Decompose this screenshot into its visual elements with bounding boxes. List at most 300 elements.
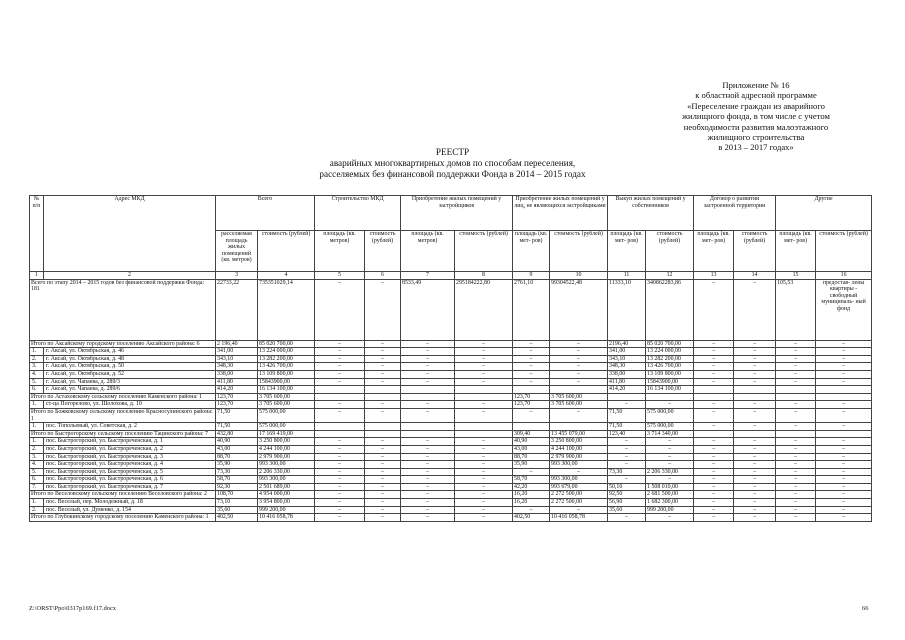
row-value: – bbox=[776, 438, 816, 446]
row-address: пос. Веселый, ул. Думенко, д. 154 bbox=[44, 506, 216, 514]
row-value: – bbox=[550, 355, 608, 363]
column-number: 9 bbox=[513, 272, 550, 280]
row-number: 4. bbox=[30, 370, 44, 378]
row-value: 993 300,00 bbox=[550, 461, 608, 469]
column-number: 12 bbox=[646, 272, 694, 280]
group-value: – bbox=[315, 514, 365, 522]
row-value bbox=[455, 423, 513, 431]
header-line: «Переселение граждан из аварийного bbox=[687, 100, 825, 111]
row-value: – bbox=[315, 506, 365, 514]
table-row bbox=[30, 401, 872, 409]
row-number: 5. bbox=[30, 468, 44, 476]
row-value: – bbox=[734, 445, 776, 453]
group-value: 85 020 700,00 bbox=[646, 340, 694, 348]
row-value: – bbox=[694, 453, 734, 461]
group-value: – bbox=[401, 514, 455, 522]
row-value: – bbox=[365, 483, 401, 491]
row-address: пос. Быстрогорский, ул. Быстрореченская, д. 5 bbox=[44, 468, 216, 476]
header-line: в 2013 – 2017 годах» bbox=[718, 142, 794, 153]
row-address: пос. Веселый, пер. Молодежный, д. 18 bbox=[44, 499, 216, 507]
group-value: 123,70 bbox=[513, 393, 550, 401]
row-value: – bbox=[734, 378, 776, 386]
row-address: г. Аксай, ул. Октябрьская, д. 50 bbox=[44, 363, 216, 371]
subheader-cell: площадь (кв. мет- ров) bbox=[694, 231, 734, 272]
row-value: 993 679,00 bbox=[550, 483, 608, 491]
group-value: 92,50 bbox=[608, 491, 646, 499]
header-line: жилищного строительства bbox=[707, 132, 805, 143]
row-value: – bbox=[401, 378, 455, 386]
row-value: – bbox=[776, 476, 816, 484]
row-value: – bbox=[315, 370, 365, 378]
row-number: 1. bbox=[30, 401, 44, 409]
row-value bbox=[315, 386, 365, 394]
subheader-cell: расселяемая площадь жилых помещений (кв. метров) bbox=[216, 231, 258, 272]
column-number: 13 bbox=[694, 272, 734, 280]
row-number: 2. bbox=[30, 506, 44, 514]
header-development: Договор о развитии застроенной территории bbox=[694, 196, 776, 231]
row-value: – bbox=[365, 476, 401, 484]
row-value: – bbox=[734, 363, 776, 371]
column-number: 15 bbox=[776, 272, 816, 280]
summary-value: 11333,10 bbox=[608, 279, 646, 340]
row-value: – bbox=[608, 453, 646, 461]
row-value: – bbox=[550, 363, 608, 371]
row-value: – bbox=[365, 445, 401, 453]
header-address: Адрес МКД bbox=[44, 196, 216, 272]
row-address: пос. Быстрогорский, ул. Быстрореченская, д. 7 bbox=[44, 483, 216, 491]
row-value: 13 282 200,00 bbox=[646, 355, 694, 363]
title-subtitle-line2: расселяемых без финансовой поддержки Фонда в 2014 – 2015 годах bbox=[319, 169, 586, 179]
row-address: г. Аксай, ул. Чапаева, д. 289/3 bbox=[44, 378, 216, 386]
row-value: – bbox=[734, 453, 776, 461]
row-value: 3 250 800,00 bbox=[550, 438, 608, 446]
row-value bbox=[694, 386, 734, 394]
row-value bbox=[776, 386, 816, 394]
row-value: 42,20 bbox=[513, 483, 550, 491]
row-value: – bbox=[608, 401, 646, 409]
summary-value: 22733,22 bbox=[216, 279, 258, 340]
row-value: – bbox=[315, 499, 365, 507]
row-value: – bbox=[776, 483, 816, 491]
row-value: – bbox=[315, 363, 365, 371]
row-value: 15843900,00 bbox=[646, 378, 694, 386]
row-value: – bbox=[816, 506, 872, 514]
summary-note: предостав- лены квартиры - свободный муниципаль- ный фонд bbox=[816, 279, 872, 340]
row-value: – bbox=[315, 461, 365, 469]
row-value: 123,70 bbox=[513, 401, 550, 409]
row-value: – bbox=[776, 445, 816, 453]
column-number: 10 bbox=[550, 272, 608, 280]
row-value: – bbox=[455, 378, 513, 386]
group-value: – bbox=[365, 340, 401, 348]
row-number: 4. bbox=[30, 461, 44, 469]
row-value: – bbox=[646, 453, 694, 461]
group-value bbox=[734, 393, 776, 401]
row-value: – bbox=[734, 401, 776, 409]
row-value: – bbox=[513, 378, 550, 386]
row-address: ст-ца Погорелово, ул. Шолохова, д. 10 bbox=[44, 401, 216, 409]
row-address: г. Аксай, ул. Октябрьская, д. 46 bbox=[44, 348, 216, 356]
row-value: 16 134 100,00 bbox=[258, 386, 315, 394]
table-row bbox=[30, 476, 872, 484]
row-value: – bbox=[550, 370, 608, 378]
row-value: 88,70 bbox=[216, 453, 258, 461]
row-value: – bbox=[315, 453, 365, 461]
row-value: 13 426 700,00 bbox=[258, 363, 315, 371]
row-value: 2 979 900,00 bbox=[550, 453, 608, 461]
row-value: – bbox=[455, 355, 513, 363]
row-value: 40,90 bbox=[216, 438, 258, 446]
row-value: 3 705 600,00 bbox=[258, 401, 315, 409]
summary-value: 340862283,86 bbox=[646, 279, 694, 340]
row-value: – bbox=[315, 438, 365, 446]
row-value: – bbox=[401, 483, 455, 491]
row-number: 5. bbox=[30, 378, 44, 386]
footer-file-path: Z:\ORST\Ppo\0317p169.f17.docx bbox=[29, 605, 116, 612]
row-value: – bbox=[513, 355, 550, 363]
row-value: – bbox=[816, 370, 872, 378]
row-value: 16,20 bbox=[513, 499, 550, 507]
summary-value: – bbox=[365, 279, 401, 340]
row-value: – bbox=[365, 468, 401, 476]
row-value: – bbox=[816, 438, 872, 446]
row-value: – bbox=[401, 445, 455, 453]
row-address: г. Аксай, ул. Октябрьская, д. 48 bbox=[44, 355, 216, 363]
row-value bbox=[401, 423, 455, 431]
group-total-row bbox=[30, 514, 872, 522]
row-value: 40,90 bbox=[513, 438, 550, 446]
row-value: 411,80 bbox=[608, 378, 646, 386]
summary-value: – bbox=[734, 279, 776, 340]
group-value: – bbox=[608, 514, 646, 522]
row-value: 92,30 bbox=[216, 483, 258, 491]
group-value: 402,50 bbox=[216, 514, 258, 522]
header-num: № п/п bbox=[30, 196, 44, 272]
group-value: 2 272 500,00 bbox=[550, 491, 608, 499]
group-value: – bbox=[455, 514, 513, 522]
row-value: – bbox=[816, 476, 872, 484]
group-value: 108,70 bbox=[216, 491, 258, 499]
row-value: – bbox=[365, 355, 401, 363]
group-value: – bbox=[776, 491, 816, 499]
row-value: – bbox=[776, 378, 816, 386]
table-row bbox=[30, 499, 872, 507]
group-value: 71,50 bbox=[608, 408, 646, 422]
row-value: – bbox=[776, 348, 816, 356]
row-value: – bbox=[455, 506, 513, 514]
group-value: – bbox=[694, 514, 734, 522]
row-value: – bbox=[816, 461, 872, 469]
table-row bbox=[30, 438, 872, 446]
row-value: – bbox=[694, 468, 734, 476]
row-value: – bbox=[455, 453, 513, 461]
group-value: – bbox=[776, 340, 816, 348]
row-value: – bbox=[694, 438, 734, 446]
row-value: 993 300,00 bbox=[550, 476, 608, 484]
group-total-row bbox=[30, 491, 872, 499]
row-value: – bbox=[365, 401, 401, 409]
column-number: 5 bbox=[315, 272, 365, 280]
summary-row bbox=[30, 279, 872, 340]
table-row bbox=[30, 370, 872, 378]
row-value: 341,00 bbox=[608, 348, 646, 356]
row-value: 993 300,00 bbox=[258, 476, 315, 484]
group-value: 3 705 600,00 bbox=[550, 393, 608, 401]
group-value bbox=[816, 430, 872, 438]
row-value: – bbox=[513, 363, 550, 371]
row-value: – bbox=[646, 461, 694, 469]
row-number: 6. bbox=[30, 386, 44, 394]
row-value: 15843900,00 bbox=[258, 378, 315, 386]
group-value: 2 681 500,00 bbox=[646, 491, 694, 499]
group-value bbox=[776, 393, 816, 401]
group-value: – bbox=[734, 408, 776, 422]
row-value: 43,00 bbox=[216, 445, 258, 453]
row-value: – bbox=[315, 401, 365, 409]
group-value bbox=[315, 430, 365, 438]
row-value: – bbox=[734, 461, 776, 469]
table-row bbox=[30, 378, 872, 386]
row-value: 348,30 bbox=[608, 363, 646, 371]
row-address: г. Аксай, ул. Октябрьская, д. 52 bbox=[44, 370, 216, 378]
row-value: 35,90 bbox=[216, 461, 258, 469]
group-value bbox=[365, 393, 401, 401]
row-number: 2. bbox=[30, 445, 44, 453]
subheader-cell: стоимость (рублей) bbox=[550, 231, 608, 272]
group-value: 85 020 700,00 bbox=[258, 340, 315, 348]
row-value: – bbox=[776, 401, 816, 409]
row-value: 348,30 bbox=[216, 363, 258, 371]
row-value: – bbox=[315, 476, 365, 484]
summary-value: 735351029,14 bbox=[258, 279, 315, 340]
group-value bbox=[315, 393, 365, 401]
group-value: 13 455 079,00 bbox=[550, 430, 608, 438]
row-value: 411,80 bbox=[216, 378, 258, 386]
row-number: 1. bbox=[30, 438, 44, 446]
group-value: – bbox=[734, 491, 776, 499]
group-value: 123,40 bbox=[608, 430, 646, 438]
row-value: – bbox=[776, 363, 816, 371]
row-value: – bbox=[816, 401, 872, 409]
row-value: – bbox=[401, 461, 455, 469]
group-value: – bbox=[315, 340, 365, 348]
summary-value: 105,53 bbox=[776, 279, 816, 340]
row-value: – bbox=[401, 355, 455, 363]
row-value: 414,20 bbox=[608, 386, 646, 394]
group-value: 4 954 000,00 bbox=[258, 491, 315, 499]
group-value: 71,50 bbox=[216, 408, 258, 422]
group-value: – bbox=[513, 408, 550, 422]
group-value bbox=[694, 430, 734, 438]
row-value: – bbox=[513, 468, 550, 476]
row-value: – bbox=[776, 423, 816, 431]
row-value: 1 682 300,00 bbox=[646, 499, 694, 507]
row-value: 35,60 bbox=[608, 506, 646, 514]
row-value: – bbox=[365, 370, 401, 378]
row-value: 13 109 800,00 bbox=[258, 370, 315, 378]
row-value: – bbox=[455, 363, 513, 371]
column-number: 3 bbox=[216, 272, 258, 280]
table-row bbox=[30, 348, 872, 356]
row-value: – bbox=[455, 445, 513, 453]
group-value: – bbox=[365, 408, 401, 422]
row-value: – bbox=[550, 348, 608, 356]
group-label: Итого по Астаховскому сельскому поселению Каменского района: 1 bbox=[30, 393, 216, 401]
group-value: 10 416 058,78 bbox=[258, 514, 315, 522]
row-value: 338,00 bbox=[216, 370, 258, 378]
row-value: – bbox=[816, 355, 872, 363]
row-value: 999 200,00 bbox=[258, 506, 315, 514]
row-value: – bbox=[550, 378, 608, 386]
group-value: – bbox=[401, 491, 455, 499]
subheader-cell: стоимость (рублей) bbox=[455, 231, 513, 272]
column-number: 8 bbox=[455, 272, 513, 280]
group-value: – bbox=[816, 491, 872, 499]
row-value: 341,00 bbox=[216, 348, 258, 356]
row-address: пос. Быстрогорский, ул. Быстрореченская, д. 2 bbox=[44, 445, 216, 453]
row-number: 6. bbox=[30, 476, 44, 484]
column-number: 16 bbox=[816, 272, 872, 280]
row-value: – bbox=[608, 461, 646, 469]
group-value: 402,50 bbox=[513, 514, 550, 522]
group-value: 3 714 340,00 bbox=[646, 430, 694, 438]
group-value: – bbox=[816, 408, 872, 422]
footer-page-number: 66 bbox=[862, 605, 869, 612]
row-address: пос. Топольевый, ул. Советская, д. 2 bbox=[44, 423, 216, 431]
group-value: – bbox=[694, 340, 734, 348]
row-value: – bbox=[776, 355, 816, 363]
subheader-cell: стоимость (рублей) bbox=[365, 231, 401, 272]
group-value: 2196,40 bbox=[608, 340, 646, 348]
row-value: – bbox=[816, 445, 872, 453]
header-total: Всего bbox=[216, 196, 315, 231]
group-value: – bbox=[550, 408, 608, 422]
group-value bbox=[455, 393, 513, 401]
group-value: – bbox=[776, 514, 816, 522]
table-row bbox=[30, 461, 872, 469]
row-value: 58,70 bbox=[513, 476, 550, 484]
row-value: – bbox=[646, 445, 694, 453]
table-row bbox=[30, 506, 872, 514]
row-value: – bbox=[694, 378, 734, 386]
row-value: 338,00 bbox=[608, 370, 646, 378]
row-value: – bbox=[315, 355, 365, 363]
row-value: 123,70 bbox=[216, 401, 258, 409]
table-row bbox=[30, 363, 872, 371]
row-value: 13 109 800,00 bbox=[646, 370, 694, 378]
row-value: 88,70 bbox=[513, 453, 550, 461]
row-value: – bbox=[401, 363, 455, 371]
summary-value: 295184222,80 bbox=[455, 279, 513, 340]
row-value: – bbox=[365, 363, 401, 371]
group-value: – bbox=[776, 408, 816, 422]
row-address: пос. Быстрогорский, ул. Быстрореченская, д. 1 bbox=[44, 438, 216, 446]
row-value: – bbox=[694, 363, 734, 371]
row-value: – bbox=[816, 363, 872, 371]
row-value: – bbox=[315, 348, 365, 356]
column-number: 2 bbox=[44, 272, 216, 280]
row-value: – bbox=[455, 483, 513, 491]
row-value: – bbox=[734, 355, 776, 363]
table-row bbox=[30, 423, 872, 431]
table-row bbox=[30, 445, 872, 453]
row-value: – bbox=[365, 461, 401, 469]
row-value: – bbox=[608, 476, 646, 484]
row-value: – bbox=[365, 506, 401, 514]
document-title bbox=[0, 147, 905, 180]
row-value: – bbox=[401, 468, 455, 476]
table-row bbox=[30, 453, 872, 461]
row-value bbox=[455, 386, 513, 394]
header-line: необходимости развития малоэтажного bbox=[683, 121, 829, 132]
row-value bbox=[365, 423, 401, 431]
registry-table bbox=[29, 195, 872, 522]
row-value: 4 244 100,00 bbox=[550, 445, 608, 453]
row-value: 73,30 bbox=[608, 468, 646, 476]
row-value bbox=[816, 386, 872, 394]
row-value: 13 224 000,00 bbox=[646, 348, 694, 356]
row-value: – bbox=[608, 438, 646, 446]
row-value: 1 508 010,00 bbox=[646, 483, 694, 491]
row-value: 2 501 689,00 bbox=[258, 483, 315, 491]
column-number: 4 bbox=[258, 272, 315, 280]
table-row bbox=[30, 468, 872, 476]
group-label: Итого по Быстрогорскому сельскому поселению Тацинского района: 7 bbox=[30, 430, 216, 438]
subheader-cell: площадь (кв. мет- ров) bbox=[513, 231, 550, 272]
row-value: – bbox=[646, 438, 694, 446]
row-value: – bbox=[315, 468, 365, 476]
group-value: – bbox=[315, 408, 365, 422]
subheader-cell: стоимость (рублей) bbox=[646, 231, 694, 272]
group-value: – bbox=[646, 514, 694, 522]
table-row bbox=[30, 355, 872, 363]
row-value: – bbox=[694, 461, 734, 469]
title-registry: РЕЕСТР bbox=[435, 147, 470, 157]
row-value: – bbox=[694, 476, 734, 484]
group-value bbox=[365, 430, 401, 438]
group-value: – bbox=[365, 514, 401, 522]
group-value bbox=[646, 393, 694, 401]
column-number: 7 bbox=[401, 272, 455, 280]
row-value: 56,90 bbox=[608, 499, 646, 507]
subheader-cell: площадь (кв. мет- ров) bbox=[608, 231, 646, 272]
group-value: 575 000,00 bbox=[646, 408, 694, 422]
row-number: 3. bbox=[30, 363, 44, 371]
row-value: – bbox=[455, 461, 513, 469]
group-value: – bbox=[455, 408, 513, 422]
row-value: 35,60 bbox=[216, 506, 258, 514]
row-value: – bbox=[734, 348, 776, 356]
summary-label: Всего по этапу 2014 – 2015 годов без финансовой поддержки Фонда: 181 bbox=[30, 279, 216, 340]
row-value: – bbox=[776, 370, 816, 378]
row-number: 1. bbox=[30, 499, 44, 507]
row-value: – bbox=[694, 506, 734, 514]
row-value bbox=[550, 386, 608, 394]
row-value: – bbox=[401, 499, 455, 507]
row-address: пос. Быстрогорский, ул. Быстрореченская, д. 4 bbox=[44, 461, 216, 469]
subheader-cell: площадь (кв. мет- ров) bbox=[776, 231, 816, 272]
group-value bbox=[455, 430, 513, 438]
summary-value: 8533,49 bbox=[401, 279, 455, 340]
group-value bbox=[694, 393, 734, 401]
title-subtitle-line1: аварийных многоквартирных домов по способам переселения, bbox=[329, 158, 576, 168]
row-value: – bbox=[816, 468, 872, 476]
row-value: – bbox=[694, 423, 734, 431]
row-value: 58,70 bbox=[216, 476, 258, 484]
header-construction: Строительство МКД bbox=[315, 196, 401, 231]
group-label: Итого по Веселовскому сельскому поселению Веселовского района: 2 bbox=[30, 491, 216, 499]
row-value: – bbox=[694, 348, 734, 356]
